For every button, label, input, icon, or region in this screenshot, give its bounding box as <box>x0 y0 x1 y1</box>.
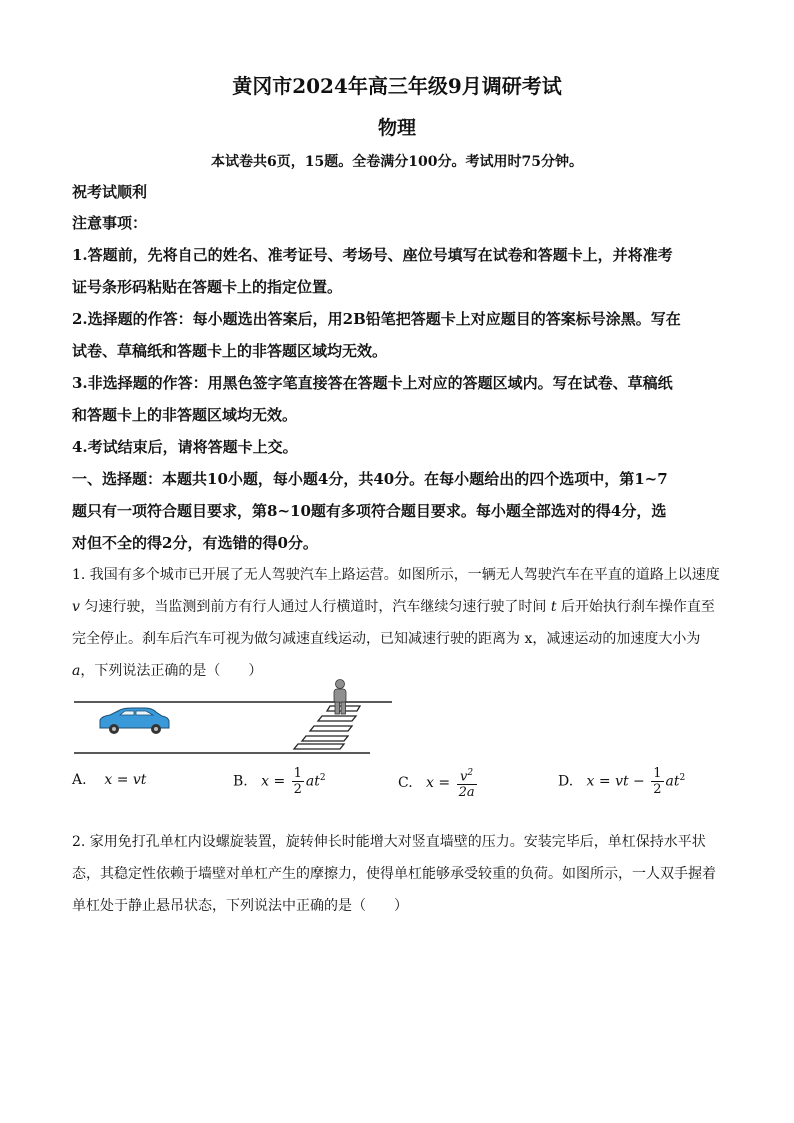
option-d-lhs: x = vt − <box>586 773 645 790</box>
option-c[interactable] <box>398 766 479 800</box>
option-c-fraction <box>457 766 477 800</box>
option-d-num: 1 <box>653 766 662 781</box>
question-2-line-1: 2. 家用免打孔单杠内设螺旋装置，旋转伸长时能增大对竖直墙壁的压力。安装完毕后，单杠保持水平状 <box>72 834 706 850</box>
var-t: t <box>550 599 557 615</box>
option-a-expr: x = vt <box>104 772 147 788</box>
option-b-fraction <box>292 766 304 797</box>
notice-item-3-cont: 和答题卡上的非答题区域均无效。 <box>72 406 298 424</box>
option-c-label: C. <box>398 775 413 792</box>
question-1-line-2 <box>72 597 732 617</box>
option-b-den: 2 <box>293 782 302 797</box>
option-b-num: 1 <box>293 766 302 781</box>
option-c-num: v <box>460 769 468 785</box>
question-1-text-a: 匀速行驶，当监测到前方有行人通过人行横道时，汽车继续匀速行驶了时间 <box>79 599 551 615</box>
option-b-rhs: at <box>305 773 320 790</box>
notice-item-4: 4.考试结束后，请将答题卡上交。 <box>72 438 298 456</box>
option-d-label: D. <box>558 773 574 790</box>
question-1-line-1: 1. 我国有多个城市已开展了无人驾驶汽车上路运营。如图所示，一辆无人驾驶汽车在平直的道路上以速度 <box>72 567 720 583</box>
notice-item-1: 1.答题前，先将自己的姓名、准考证号、考场号、座位号填写在试卷和答题卡上，并将准考 <box>72 246 673 264</box>
section-heading-line-3: 对但不全的得2分，有选错的得0分。 <box>72 534 318 552</box>
option-d-exponent: 2 <box>679 772 686 783</box>
section-heading-line-1: 一、选择题：本题共10小题，每小题4分，共40分。在每小题给出的四个选项中，第1~7 <box>72 470 668 488</box>
section-heading-line-2: 题只有一项符合题目要求，第8~10题有多项符合题目要求。每小题全部选对的得4分，选 <box>72 502 667 520</box>
notice-item-2: 2.选择题的作答：每小题选出答案后，用2B铅笔把答题卡上对应题目的答案标号涂黑。写在 <box>72 310 681 328</box>
exam-title: 黄冈市2024年高三年级9月调研考试 <box>232 74 562 98</box>
question-1-text-b: 后开始执行刹车操作直至 <box>556 599 715 615</box>
var-a: a <box>72 663 81 679</box>
option-b-label: B. <box>233 773 248 790</box>
question-1-prompt: ，下列说法正确的是（ ） <box>80 663 263 679</box>
question-1-figure <box>70 672 400 760</box>
option-a-label: A. <box>72 772 87 788</box>
option-c-lhs: x = <box>426 775 451 792</box>
notice-item-2-cont: 试卷、草稿纸和答题卡上的非答题区域均无效。 <box>72 342 388 360</box>
option-d-rhs: at <box>665 773 680 790</box>
option-b-lhs: x = <box>261 773 286 790</box>
question-2-line-2: 态，其稳定性依赖于墙壁对单杠产生的摩擦力，使得单杠能够承受较重的负荷。如图所示，一人双手握着 <box>72 866 716 882</box>
option-c-exponent: 2 <box>467 768 474 778</box>
option-b-exponent: 2 <box>319 772 326 783</box>
question-1-line-3: 完全停止。刹车后汽车可视为做匀减速直线运动，已知减速行驶的距离为 x，减速运动的加速度大小为 <box>72 631 701 647</box>
notice-heading: 注意事项： <box>72 214 148 232</box>
wish-text: 祝考试顺利 <box>72 183 148 201</box>
exam-info: 本试卷共6页，15题。全卷满分100分。考试用时75分钟。 <box>211 154 583 170</box>
car-icon <box>100 708 169 734</box>
question-2-line-3: 单杠处于静止悬吊状态，下列说法中正确的是（ ） <box>72 898 408 914</box>
var-v: v <box>72 599 80 615</box>
subject-title: 物理 <box>377 117 416 139</box>
crosswalk-icon <box>294 706 360 749</box>
notice-item-1-cont: 证号条形码粘贴在答题卡上的指定位置。 <box>72 278 343 296</box>
option-b[interactable] <box>233 766 326 797</box>
option-c-den: 2a <box>458 785 475 801</box>
option-d-fraction <box>651 766 663 797</box>
notice-item-3: 3.非选择题的作答：用黑色签字笔直接答在答题卡上对应的答题区域内。写在试卷、草稿纸 <box>72 374 673 392</box>
option-d-den: 2 <box>653 782 662 797</box>
option-a[interactable] <box>72 772 146 788</box>
option-d[interactable] <box>558 766 685 797</box>
